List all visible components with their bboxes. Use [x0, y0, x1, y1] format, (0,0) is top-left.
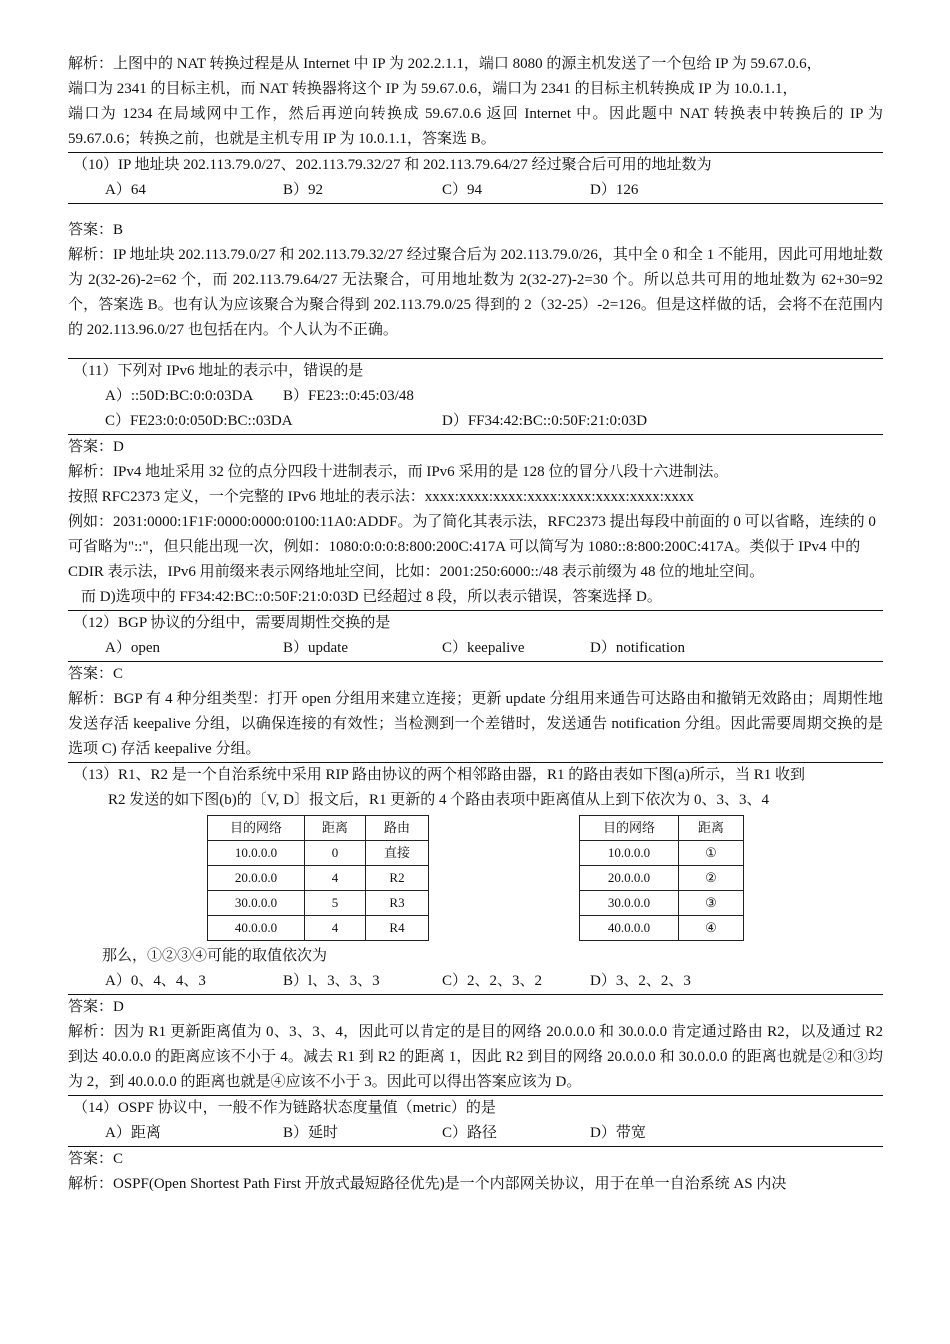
q11-option-c: C）FE23:0:0:050D:BC::03DA: [105, 413, 293, 429]
q12-answer: 答案：C: [68, 666, 124, 682]
table-cell: 30.0.0.0: [208, 891, 305, 916]
table-cell: 5: [305, 891, 366, 916]
q13-option-a: A）0、4、4、3: [105, 973, 206, 989]
table-header: 目的网络: [580, 816, 679, 841]
table-header-row: [208, 816, 429, 841]
table-row: [580, 916, 744, 941]
intro-line-2: 端口为 2341 的目标主机，而 NAT 转换器将这个 IP 为 59.67.0.6，端口为 2341 的目标主机转换成 IP 为 10.0.1.1，: [68, 81, 798, 97]
q12-option-c: C）keepalive: [442, 640, 525, 656]
q11-question: （11）下列对 IPv6 地址的表示中，错误的是: [73, 363, 364, 379]
intro-line-1: 解析：上图中的 NAT 转换过程是从 Internet 中 IP 为 202.2.1.1，端口 8080 的源主机发送了一个包给 IP 为 59.67.0.6，: [68, 56, 822, 72]
table-header: 距离: [679, 816, 744, 841]
q14-option-c: C）路径: [442, 1125, 498, 1141]
routing-table-a: [207, 815, 429, 941]
q13-analysis: 解析：因为 R1 更新距离值为 0、3、3、4，因此可以肯定的是目的网络 20.0.0.0 和 30.0.0.0 肯定通过路由 R2，以及通过 R2 到达 40.0.0.0 的距离应该不小于 4。减去 R1 到 R2 的距离 1，因此 R2 到目的网络 20.0.0.0 和 30.0.0.0 的距离也就是②和③均为 2，到 40.0.0.0 的距离也就是④应该不小于 3。因此可以得出答案应该为 D。: [68, 1024, 883, 1090]
q13-question-line-1: （13）R1、R2 是一个自治系统中采用 RIP 路由协议的两个相邻路由器，R1 的路由表如下图(a)所示，当 R1 收到: [73, 767, 805, 783]
table-cell: 10.0.0.0: [580, 841, 679, 866]
q11-answer: 答案：D: [68, 439, 124, 455]
table-header: 距离: [305, 816, 366, 841]
document-page: [68, 52, 883, 1197]
table-cell: 40.0.0.0: [208, 916, 305, 941]
q10-options: [68, 178, 883, 203]
q13-options: [68, 969, 883, 994]
q11-analysis-1: 解析：IPv4 地址采用 32 位的点分四段十进制表示，而 IPv6 采用的是 128 位的冒分八段十六进制法。: [68, 464, 729, 480]
table-header-row: [580, 816, 744, 841]
table-row: [208, 916, 429, 941]
q11-analysis-2: 按照 RFC2373 定义，一个完整的 IPv6 地址的表示法：xxxx:xxxx:xxxx:xxxx:xxxx:xxxx:xxxx:xxxx: [68, 489, 694, 505]
q11-option-a: A）::50D:BC:0:0:03DA: [105, 388, 254, 404]
table-row: [208, 891, 429, 916]
q11-analysis-3: 例如：2031:0000:1F1F:0000:0000:0100:11A0:ADDF。为了简化其表示法，RFC2373 提出每段中前面的 0 可以省略，连续的 0 可省略为"::"，但只能出现一次，例如：1080:0:0:0:8:800:200C:417A 可以简写为 1080::8:800:200C:417A。类似于 IPv4 中的 CDIR 表示法，IPv6 用前缀来表示网络地址空间，比如：2001:250:6000::/48 表示前缀为 48 位的地址空间。: [68, 514, 876, 580]
table-cell: 20.0.0.0: [208, 866, 305, 891]
table-cell: 20.0.0.0: [580, 866, 679, 891]
q14-answer: 答案：C: [68, 1151, 124, 1167]
q11-option-d: D）FF34:42:BC::0:50F:21:0:03D: [442, 413, 648, 429]
q13-prompt: 那么，①②③④可能的取值依次为: [102, 948, 328, 964]
table-cell: ④: [679, 916, 744, 941]
q13-answer: 答案：D: [68, 999, 124, 1015]
table-cell: ②: [679, 866, 744, 891]
table-cell: 40.0.0.0: [580, 916, 679, 941]
routing-table-b: [579, 815, 744, 941]
q13-question-line-2: R2 发送的如下图(b)的〔V, D〕报文后，R1 更新的 4 个路由表项中距离值从上到下依次为 0、3、3、4: [108, 792, 769, 808]
q12-analysis: 解析：BGP 有 4 种分组类型：打开 open 分组用来建立连接；更新 update 分组用来通告可达路由和撤销无效路由；周期性地发送存活 keepalive 分组，以确保连接的有效性；当检测到一个差错时，发送通告 notification 分组。因此需要周期交换的是选项 C) 存活 keepalive 分组。: [68, 691, 883, 757]
q12-question: （12）BGP 协议的分组中，需要周期性交换的是: [73, 615, 391, 631]
table-cell: 30.0.0.0: [580, 891, 679, 916]
q13-option-d: D）3、2、2、3: [590, 973, 691, 989]
table-cell: R4: [366, 916, 429, 941]
table-header: 路由: [366, 816, 429, 841]
intro-line-3: 端口为 1234 在局域网中工作，然后再逆向转换成 59.67.0.6 返回 Internet 中。因此题中 NAT 转换表中转换后的 IP 为 59.67.0.6；转换之前，也就是主机专用 IP 为 10.0.1.1，答案选 B。: [68, 106, 883, 147]
q11-option-b: B）FE23::0:45:03/48: [283, 388, 414, 404]
table-row: [580, 866, 744, 891]
q12-option-d: D）notification: [590, 640, 685, 656]
q10-option-a: A）64: [105, 182, 146, 198]
table-row: [580, 841, 744, 866]
table-row: [580, 891, 744, 916]
q11-options-row2: [68, 409, 883, 434]
q12-options: [68, 636, 883, 661]
q14-option-d: D）带宽: [590, 1125, 646, 1141]
q14-option-b: B）延时: [283, 1125, 339, 1141]
table-cell: 4: [305, 866, 366, 891]
table-row: [208, 841, 429, 866]
q11-analysis-4: 而 D)选项中的 FF34:42:BC::0:50F:21:0:03D 已经超过 8 段，所以表示错误，答案选择 D。: [81, 589, 662, 605]
table-cell: 10.0.0.0: [208, 841, 305, 866]
q14-option-a: A）距离: [105, 1125, 161, 1141]
q13-option-c: C）2、2、3、2: [442, 973, 543, 989]
table-cell: ③: [679, 891, 744, 916]
q11-options-row1: [68, 384, 883, 409]
table-cell: R2: [366, 866, 429, 891]
q10-analysis: 解析：IP 地址块 202.113.79.0/27 和 202.113.79.32/27 经过聚合后为 202.113.79.0/26，其中全 0 和全 1 不能用，因此可用地址数为 2(32-26)-2=62 个，而 202.113.79.64/27 无法聚合，可用地址数为 2(32-27)-2=30 个。所以总共可用的地址数为 62+30=92 个，答案选 B。也有认为应该聚合为聚合得到 202.113.79.0/25 得到的 2（32-25）-2=126。但是这样做的话，会将不在范围内的 202.113.96.0/27 也包括在内。个人认为不正确。: [68, 247, 883, 338]
q10-option-b: B）92: [283, 182, 324, 198]
q12-option-a: A）open: [105, 640, 160, 656]
table-cell: ①: [679, 841, 744, 866]
table-row: [208, 866, 429, 891]
q10-option-d: D）126: [590, 182, 639, 198]
q14-options: [68, 1121, 883, 1146]
q14-analysis: 解析：OSPF(Open Shortest Path First 开放式最短路径优先)是一个内部网关协议，用于在单一自治系统 AS 内决: [68, 1176, 787, 1192]
table-cell: 直接: [366, 841, 429, 866]
q10-answer: 答案：B: [68, 222, 124, 238]
table-header: 目的网络: [208, 816, 305, 841]
table-cell: R3: [366, 891, 429, 916]
q13-option-b: B）l、3、3、3: [283, 973, 380, 989]
q13-tables: [68, 813, 883, 944]
q10-question: （10）IP 地址块 202.113.79.0/27、202.113.79.32/27 和 202.113.79.64/27 经过聚合后可用的地址数为: [73, 157, 712, 173]
table-cell: 4: [305, 916, 366, 941]
q14-question: （14）OSPF 协议中，一般不作为链路状态度量值（metric）的是: [73, 1100, 496, 1116]
q12-option-b: B）update: [283, 640, 348, 656]
table-cell: 0: [305, 841, 366, 866]
q10-option-c: C）94: [442, 182, 483, 198]
